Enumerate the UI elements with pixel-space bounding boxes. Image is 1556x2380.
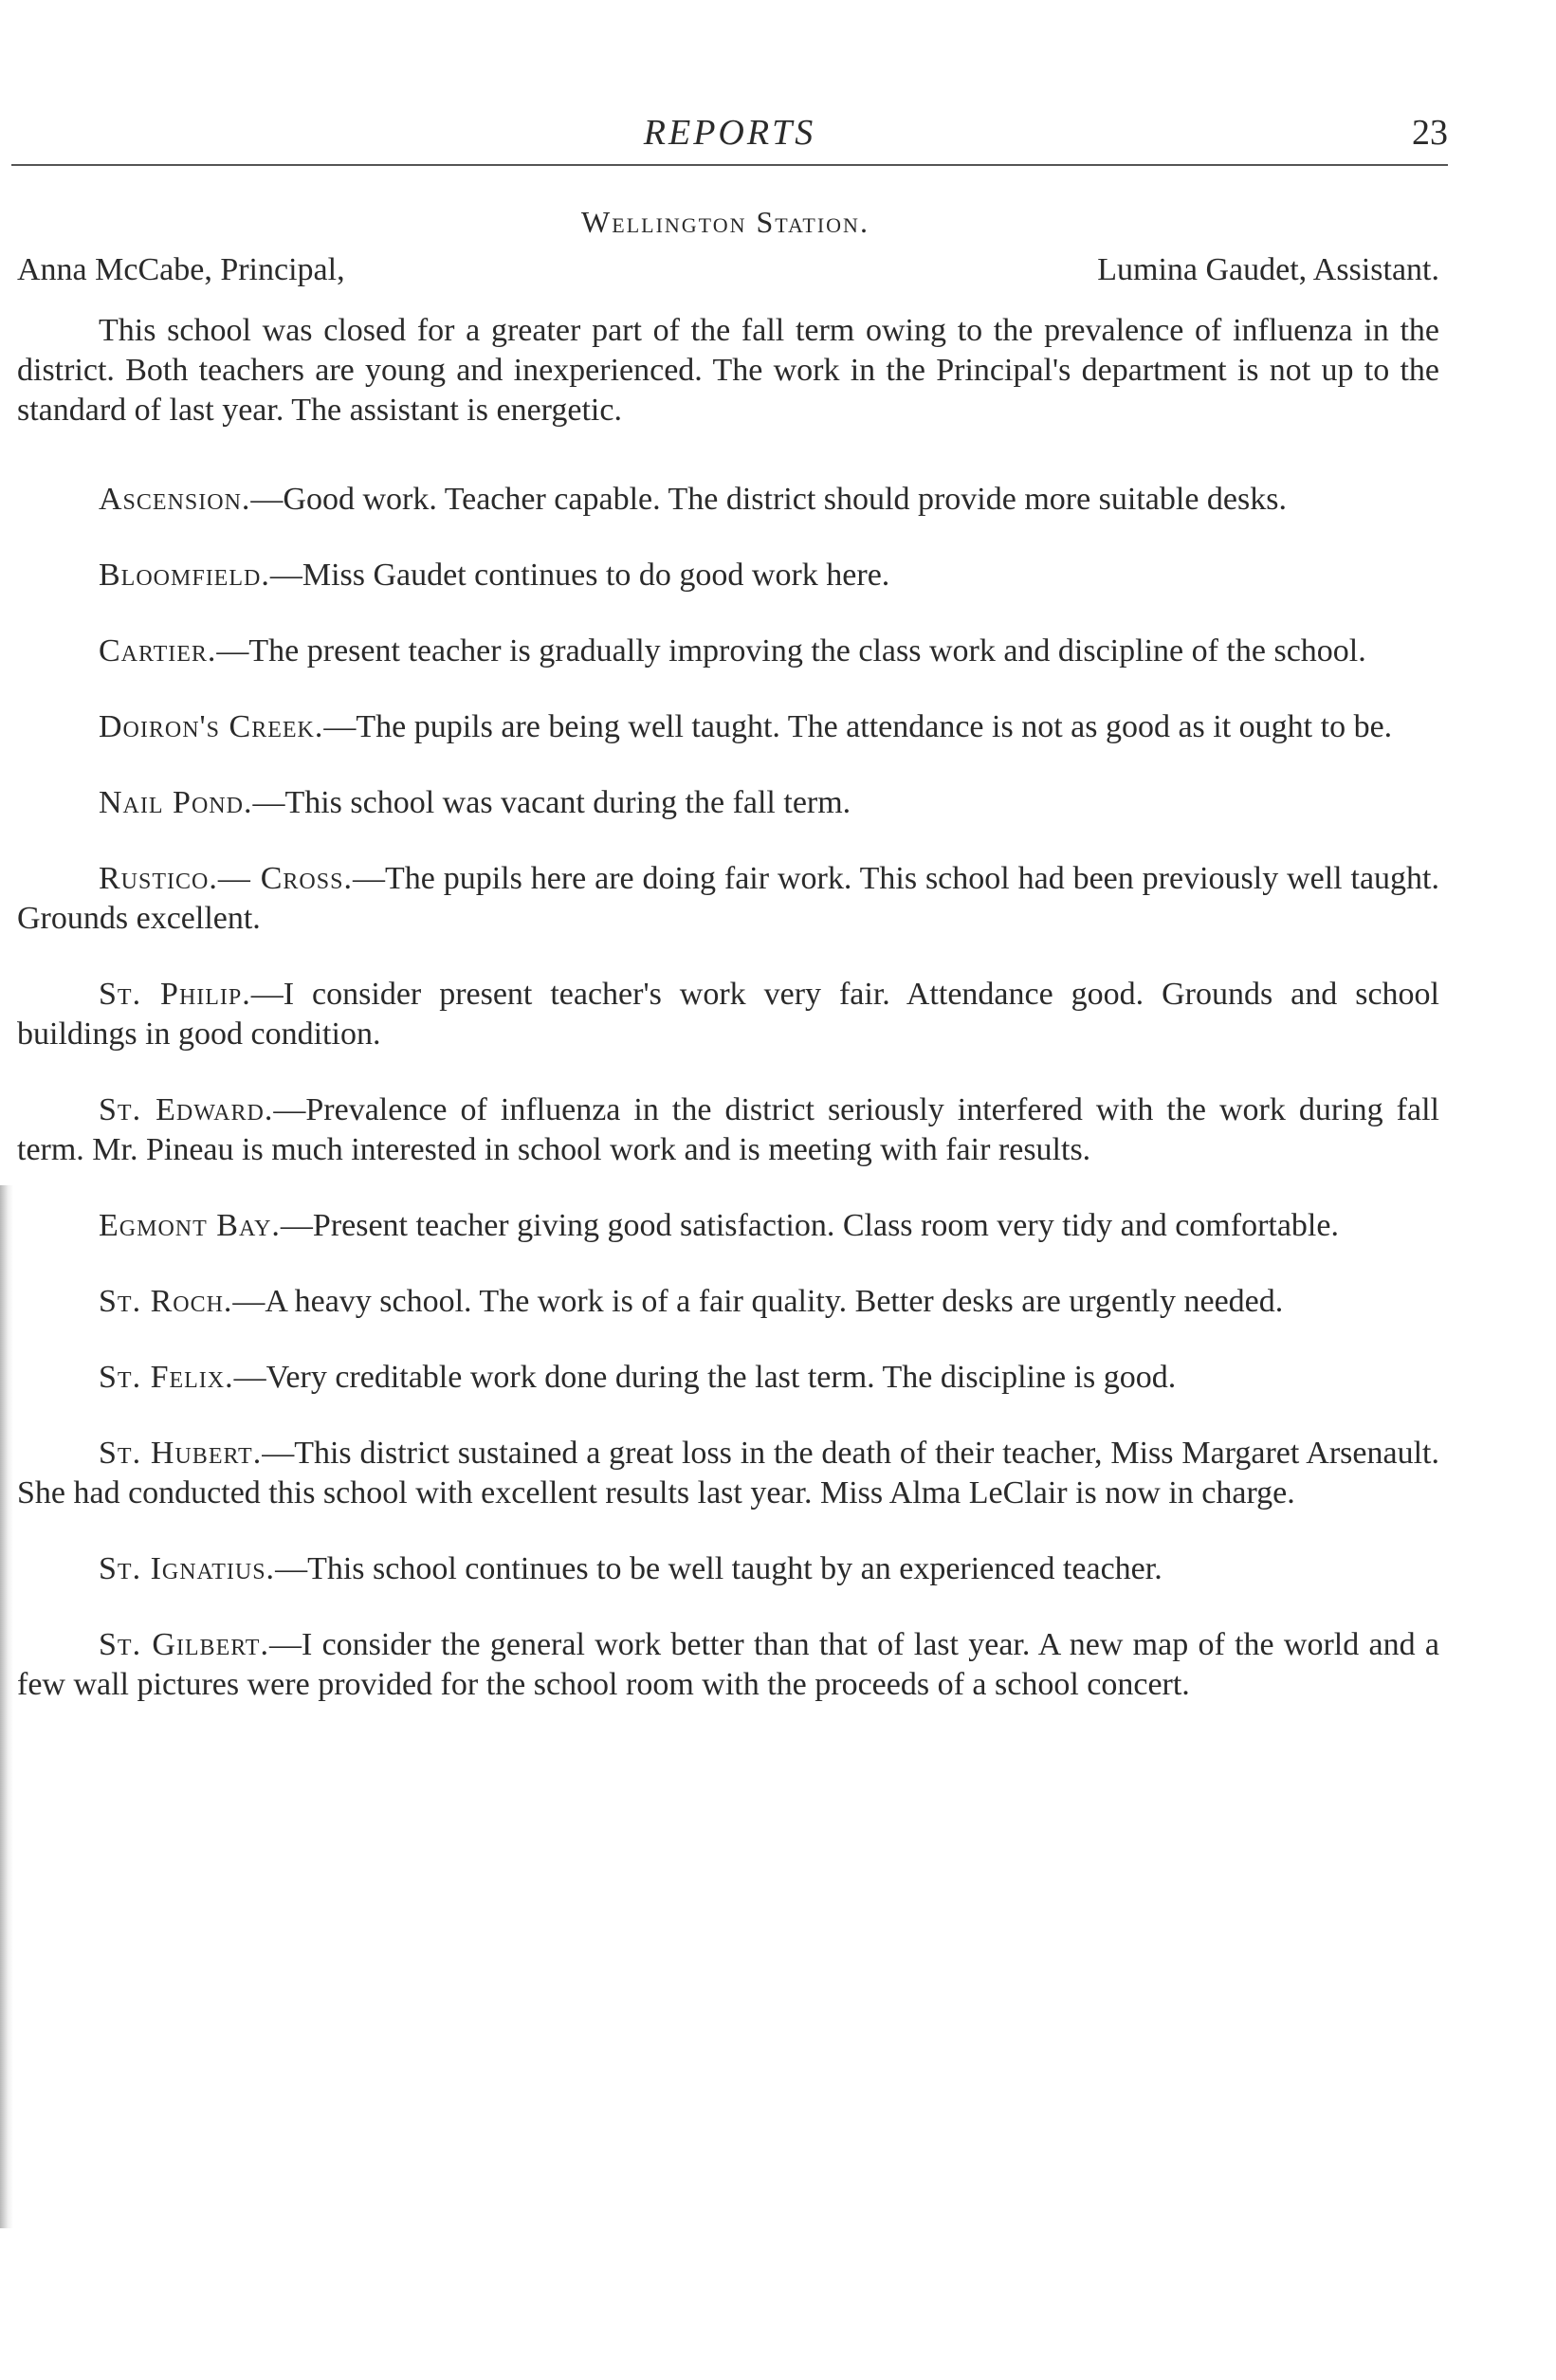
report-text: —This school was vacant during the fall term. — [252, 785, 851, 820]
school-name: St. Roch. — [99, 1284, 233, 1319]
report-text: —The present teacher is gradually improving the class work and discipline of the school. — [216, 633, 1366, 668]
binding-shadow — [0, 1185, 13, 2228]
report-text: —Very creditable work done during the last term. The discipline is good. — [233, 1360, 1177, 1395]
report-paragraph — [17, 1206, 1439, 1246]
school-name: Egmont Bay. — [99, 1208, 281, 1243]
report-paragraph — [17, 1282, 1439, 1322]
school-name: St. Edward. — [99, 1092, 274, 1127]
school-name: St. Hubert. — [99, 1436, 263, 1471]
report-text: —Good work. Teacher capable. The district should provide more suitable desks. — [250, 482, 1287, 517]
report-text: —This school continues to be well taught by an experienced teacher. — [275, 1551, 1162, 1586]
report-paragraph — [17, 1358, 1439, 1398]
section-heading: Wellington Station. — [581, 205, 870, 239]
report-paragraph — [17, 556, 1439, 595]
school-name: St. Philip. — [99, 977, 251, 1012]
school-name: St. Gilbert. — [99, 1627, 269, 1662]
report-paragraph — [17, 480, 1439, 520]
school-name: Rustico.— Cross. — [99, 861, 353, 896]
report-paragraph — [17, 975, 1439, 1054]
report-text: —I consider present teacher's work very fair. Attendance good. Grounds and school buildings in good condition. — [17, 977, 1439, 1052]
header-rule — [11, 164, 1448, 166]
report-text: —I consider the general work better than that of last year. A new map of the world and a few wall pictures were provided for the school room with the proceeds of a school concert. — [17, 1627, 1440, 1702]
school-name: Bloomfield. — [99, 558, 270, 593]
school-name: St. Ignatius. — [99, 1551, 276, 1586]
report-body — [17, 311, 1439, 1741]
principal-name: Anna McCabe, Principal, — [17, 252, 345, 287]
report-paragraph — [17, 1549, 1439, 1589]
report-paragraph — [17, 1090, 1439, 1170]
report-text: —Miss Gaudet continues to do good work here. — [269, 558, 890, 593]
school-name: St. Felix. — [99, 1360, 234, 1395]
report-text: —This district sustained a great loss in the death of their teacher, Miss Margaret Arsenault. She had conducted this school with excellent results last year. Miss Alma LeClair is now in charge. — [17, 1436, 1439, 1510]
assistant-name: Lumina Gaudet, Assistant. — [1097, 252, 1439, 287]
school-name: Nail Pond. — [99, 785, 253, 820]
school-name: Doiron's Creek. — [99, 709, 324, 744]
report-paragraph — [17, 632, 1439, 671]
school-name: Cartier. — [99, 633, 217, 668]
report-paragraph — [17, 1434, 1439, 1513]
running-head — [11, 112, 1448, 159]
staff-line — [17, 252, 1439, 288]
report-text: —Prevalence of influenza in the district seriously interfered with the work during fall term. Mr. Pineau is much interested in school work and is meeting with fair results. — [17, 1092, 1439, 1167]
report-text: —The pupils here are doing fair work. This school had been previously well taught. Grounds excellent. — [17, 861, 1440, 936]
school-name: Ascension. — [99, 482, 251, 517]
report-paragraph — [17, 859, 1439, 939]
report-paragraph — [17, 783, 1439, 823]
intro-paragraph: This school was closed for a greater part of the fall term owing to the prevalence of influenza in the district. Both teachers are young and inexperienced. The work in the Principal's department is not up to the standard of last year. The assistant is energetic. — [17, 313, 1439, 428]
running-title: REPORTS — [643, 113, 816, 153]
report-paragraph — [17, 707, 1439, 747]
report-paragraph — [17, 1625, 1439, 1705]
page-number: 23 — [1412, 113, 1448, 153]
report-text: —Present teacher giving good satisfaction. Class room very tidy and comfortable. — [280, 1208, 1339, 1243]
report-text: —A heavy school. The work is of a fair quality. Better desks are urgently needed. — [232, 1284, 1284, 1319]
report-text: —The pupils are being well taught. The attendance is not as good as it ought to be. — [323, 709, 1393, 744]
